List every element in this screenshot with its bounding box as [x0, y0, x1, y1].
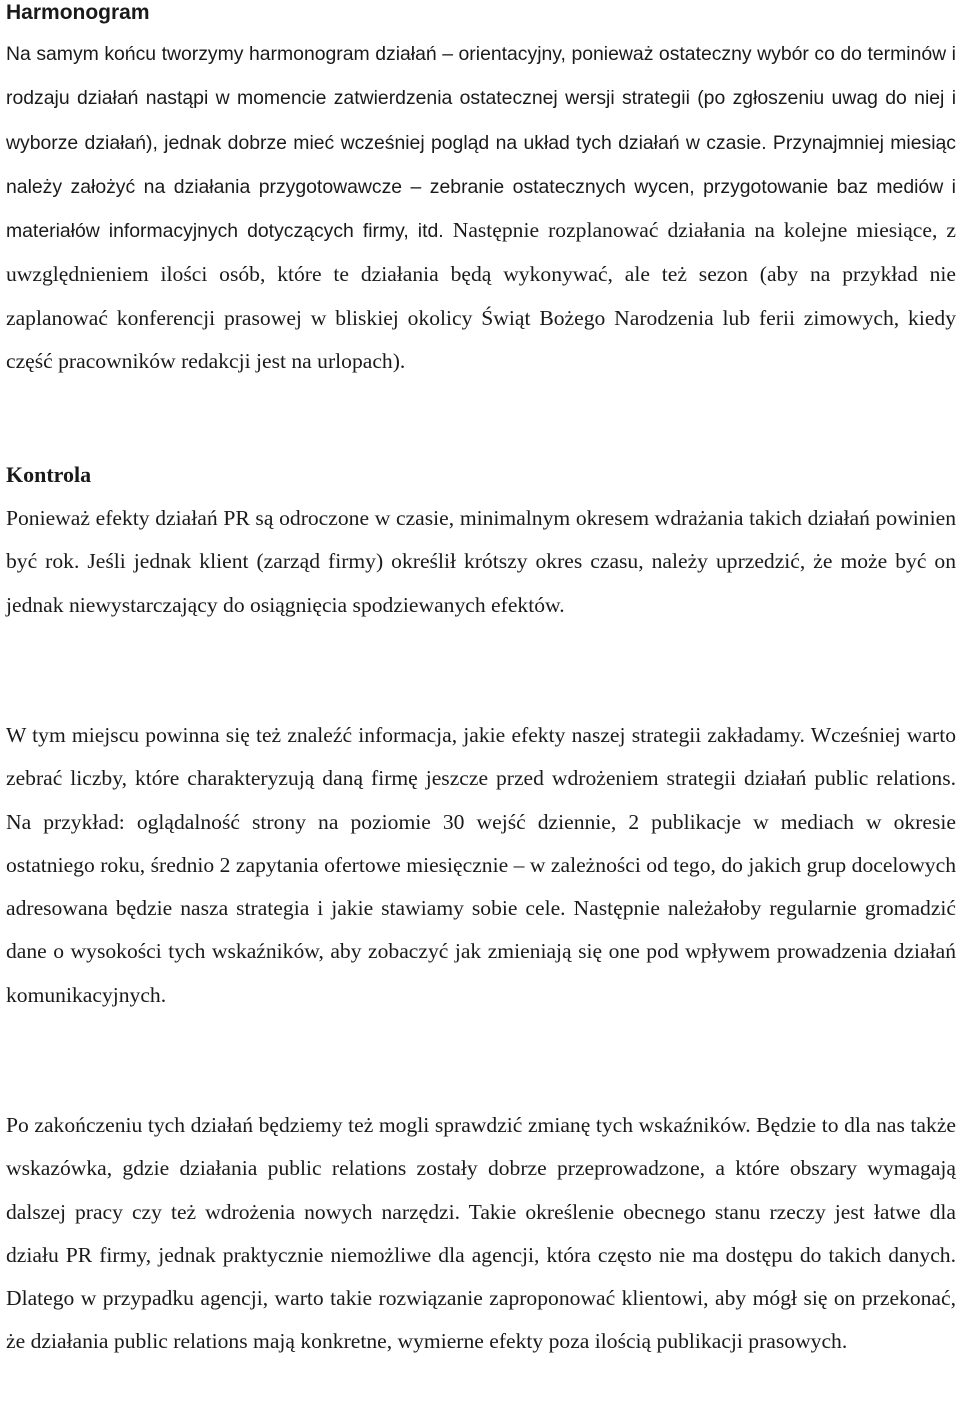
- paragraph-kontrola-1: Ponieważ efekty działań PR są odroczone w czasie, minimalnym okresem wdrażania takich działań powinien być rok. Jeśli jednak klient (zarząd firmy) określił krótszy okres czasu, należy uprzedzić, że może być on jednak niewystarczający do osiągnięcia spodziewanych efektów.: [6, 506, 956, 617]
- section-title-harmonogram: Harmonogram: [6, 1, 150, 24]
- section-title-kontrola: Kontrola: [6, 462, 92, 487]
- paragraph-harmonogram: [6, 32, 956, 383]
- paragraph-harmonogram-part-a: Na samym końcu tworzymy harmonogram działań – orientacyjny, ponieważ ostateczny wybór co do terminów i rodzaju działań nastąpi w momencie zatwierdzenia ostatecznej wersji strategii (po zgłoszeniu uwag do niej i wyborze działań), jednak dobrze mieć wcześniej pogląd na układ tych działań w czasie. Przynajmniej miesiąc należy założyć na działania przygotowawcze – zebranie ostatecznych wycen, przygotowanie baz mediów i materiałów informacyjnych dotyczących firmy, itd.: [6, 43, 956, 243]
- paragraph-kontrola-2: W tym miejscu powinna się też znaleźć informacja, jakie efekty naszej strategii zakładamy. Wcześniej warto zebrać liczby, które charakteryzują daną firmę jeszcze przed wdrożeniem strategii działań public relations. Na przykład: oglądalność strony na poziomie 30 wejść dziennie, 2 publikacje w mediach w okresie ostatniego roku, średnio 2 zapytania ofertowe miesięcznie – w zależności od tego, do jakich grup docelowych adresowana będzie nasza strategia i jakie stawiamy sobie cele. Następnie należałoby regularnie gromadzić dane o wysokości tych wskaźników, aby zobaczyć jak zmieniają się one pod wpływem prowadzenia działań komunikacyjnych.: [6, 723, 956, 1007]
- paragraph-kontrola-3: Po zakończeniu tych działań będziemy też mogli sprawdzić zmianę tych wskaźników. Będzie to dla nas także wskazówka, gdzie działania public relations zostały dobrze przeprowadzone, a które obszary wymagają dalszej pracy czy też wdrożenia nowych narzędzi. Takie określenie obecnego stanu rzeczy jest łatwe dla działu PR firmy, jednak praktycznie niemożliwe dla agencji, która często nie ma dostępu do takich danych. Dlatego w przypadku agencji, warto takie rozwiązanie zaproponować klientowi, aby mógł się on przekonać, że działania public relations mają konkretne, wymierne efekty poza ilością publikacji prasowych.: [6, 1113, 956, 1354]
- paragraph-harmonogram-part-b: Następnie rozplanować działania na kolejne miesiące, z uwzględnieniem ilości osób, które te działania będą wykonywać, ale też sezon (aby na przykład nie zaplanować konferencji prasowej w bliskiej okolicy Świąt Bożego Narodzenia lub ferii zimowych, kiedy część pracowników redakcji jest na urlopach).: [6, 218, 956, 374]
